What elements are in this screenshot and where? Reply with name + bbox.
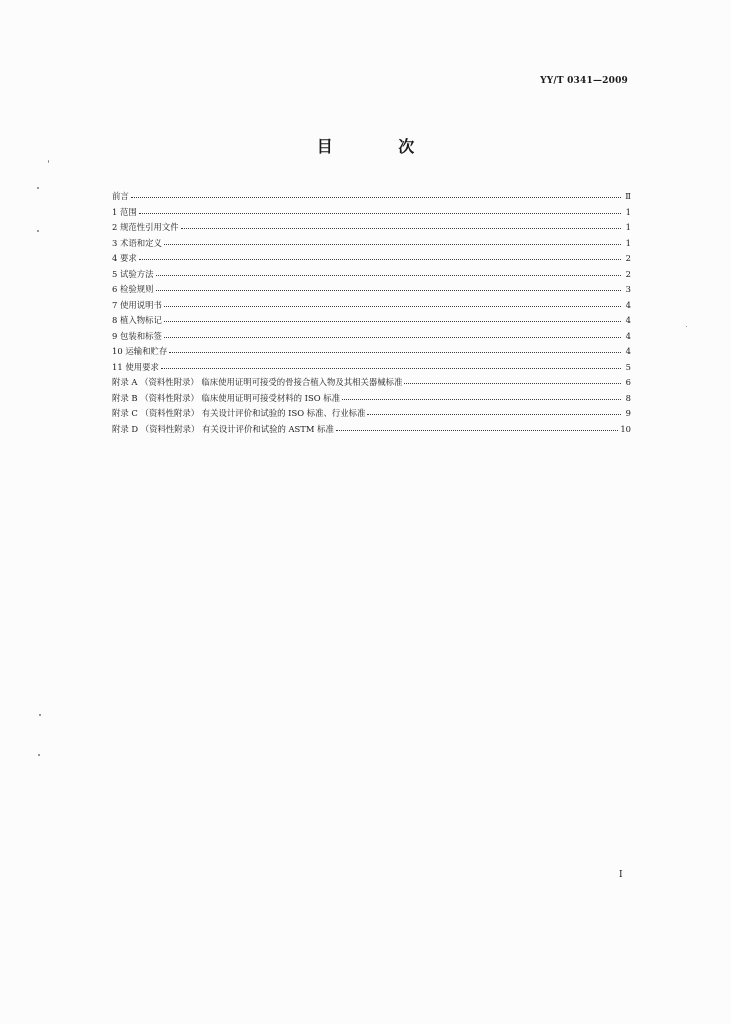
toc-entry [112, 422, 631, 438]
dot-leader [131, 189, 621, 198]
toc-entry-label: 附录 C （资料性附录） 有关设计评价和试验的 ISO 标准、行业标准 [112, 408, 366, 418]
toc-entry-label: 5 试验方法 [112, 268, 154, 279]
toc-entry-label: 前言 [112, 191, 129, 201]
toc-entry [112, 391, 631, 407]
standard-code: YY/T 0341—2009 [540, 76, 628, 86]
dot-leader [156, 282, 622, 291]
scan-speck [48, 160, 49, 163]
toc-entry [112, 236, 631, 252]
toc-title: 目 次 [316, 137, 445, 156]
scan-speck [39, 714, 41, 716]
scan-speck [37, 187, 39, 189]
toc-entry-page: 6 [625, 377, 631, 387]
toc-entry-label: 11 使用要求 [112, 361, 159, 372]
toc-entry-label: 8 植入物标记 [112, 315, 162, 325]
toc-entry-page: 8 [625, 392, 631, 403]
toc-entry [112, 406, 631, 422]
page-number: I [619, 870, 623, 880]
toc-entry-label: 附录 B （资料性附录） 临床使用证明可接受材料的 ISO 标准 [112, 392, 341, 403]
toc-entry [112, 344, 631, 360]
toc-entry [112, 329, 631, 345]
scan-speck [686, 326, 687, 327]
toc-entry-page: 4 [625, 330, 631, 341]
toc-entry-page: 10 [620, 423, 631, 434]
dot-leader [342, 391, 621, 400]
toc-entry-label: 2 规范性引用文件 [112, 222, 179, 232]
toc-entry-label: 附录 A （资料性附录） 临床使用证明可接受的骨接合植入物及其相关器械标准 [112, 377, 403, 387]
dot-leader [164, 298, 621, 307]
dot-leader [367, 406, 621, 415]
toc-entry-page: 2 [625, 253, 631, 263]
dot-leader [164, 329, 621, 338]
toc-entry-page: 2 [625, 268, 631, 279]
dot-leader [161, 360, 621, 369]
toc-entry [112, 189, 631, 205]
dot-leader [139, 205, 621, 214]
toc-entry [112, 251, 631, 267]
scan-speck [38, 754, 40, 756]
toc-entry-page: 4 [625, 346, 631, 356]
dot-leader [139, 251, 621, 260]
dot-leader [404, 375, 621, 384]
toc-entry [112, 282, 631, 298]
dot-leader [336, 422, 618, 431]
toc-entry [112, 313, 631, 329]
dot-leader [181, 220, 621, 229]
toc-entry-page: 1 [625, 206, 631, 217]
toc-entry [112, 360, 631, 376]
toc-entry-page: Ⅱ [625, 191, 631, 201]
toc-entry [112, 298, 631, 314]
toc-entry [112, 375, 631, 391]
toc-entry-label: 9 包装和标签 [112, 330, 162, 341]
dot-leader [169, 344, 621, 353]
scan-speck [37, 230, 39, 232]
toc-entry-page: 1 [625, 237, 631, 248]
toc-entry-page: 4 [625, 299, 631, 310]
toc-entry [112, 220, 631, 236]
toc-entry-page: 5 [625, 361, 631, 372]
toc-entry-label: 3 术语和定义 [112, 237, 162, 248]
toc-entry-label: 6 检验规则 [112, 284, 154, 294]
toc-entry-label: 4 要求 [112, 253, 137, 263]
toc-entry-label: 7 使用说明书 [112, 299, 162, 310]
toc-entry [112, 205, 631, 221]
toc-entry-page: 3 [625, 284, 631, 294]
toc-entry-label: 10 运输和贮存 [112, 346, 168, 356]
dot-leader [164, 236, 621, 245]
toc-entry-page: 1 [625, 222, 631, 232]
table-of-contents [112, 189, 631, 437]
dot-leader [164, 313, 621, 322]
toc-entry-page: 9 [625, 408, 631, 418]
toc-entry-label: 附录 D （资料性附录） 有关设计评价和试验的 ASTM 标准 [112, 423, 334, 434]
toc-entry [112, 267, 631, 283]
toc-entry-page: 4 [625, 315, 631, 325]
toc-entry-label: 1 范围 [112, 206, 137, 217]
dot-leader [156, 267, 622, 276]
